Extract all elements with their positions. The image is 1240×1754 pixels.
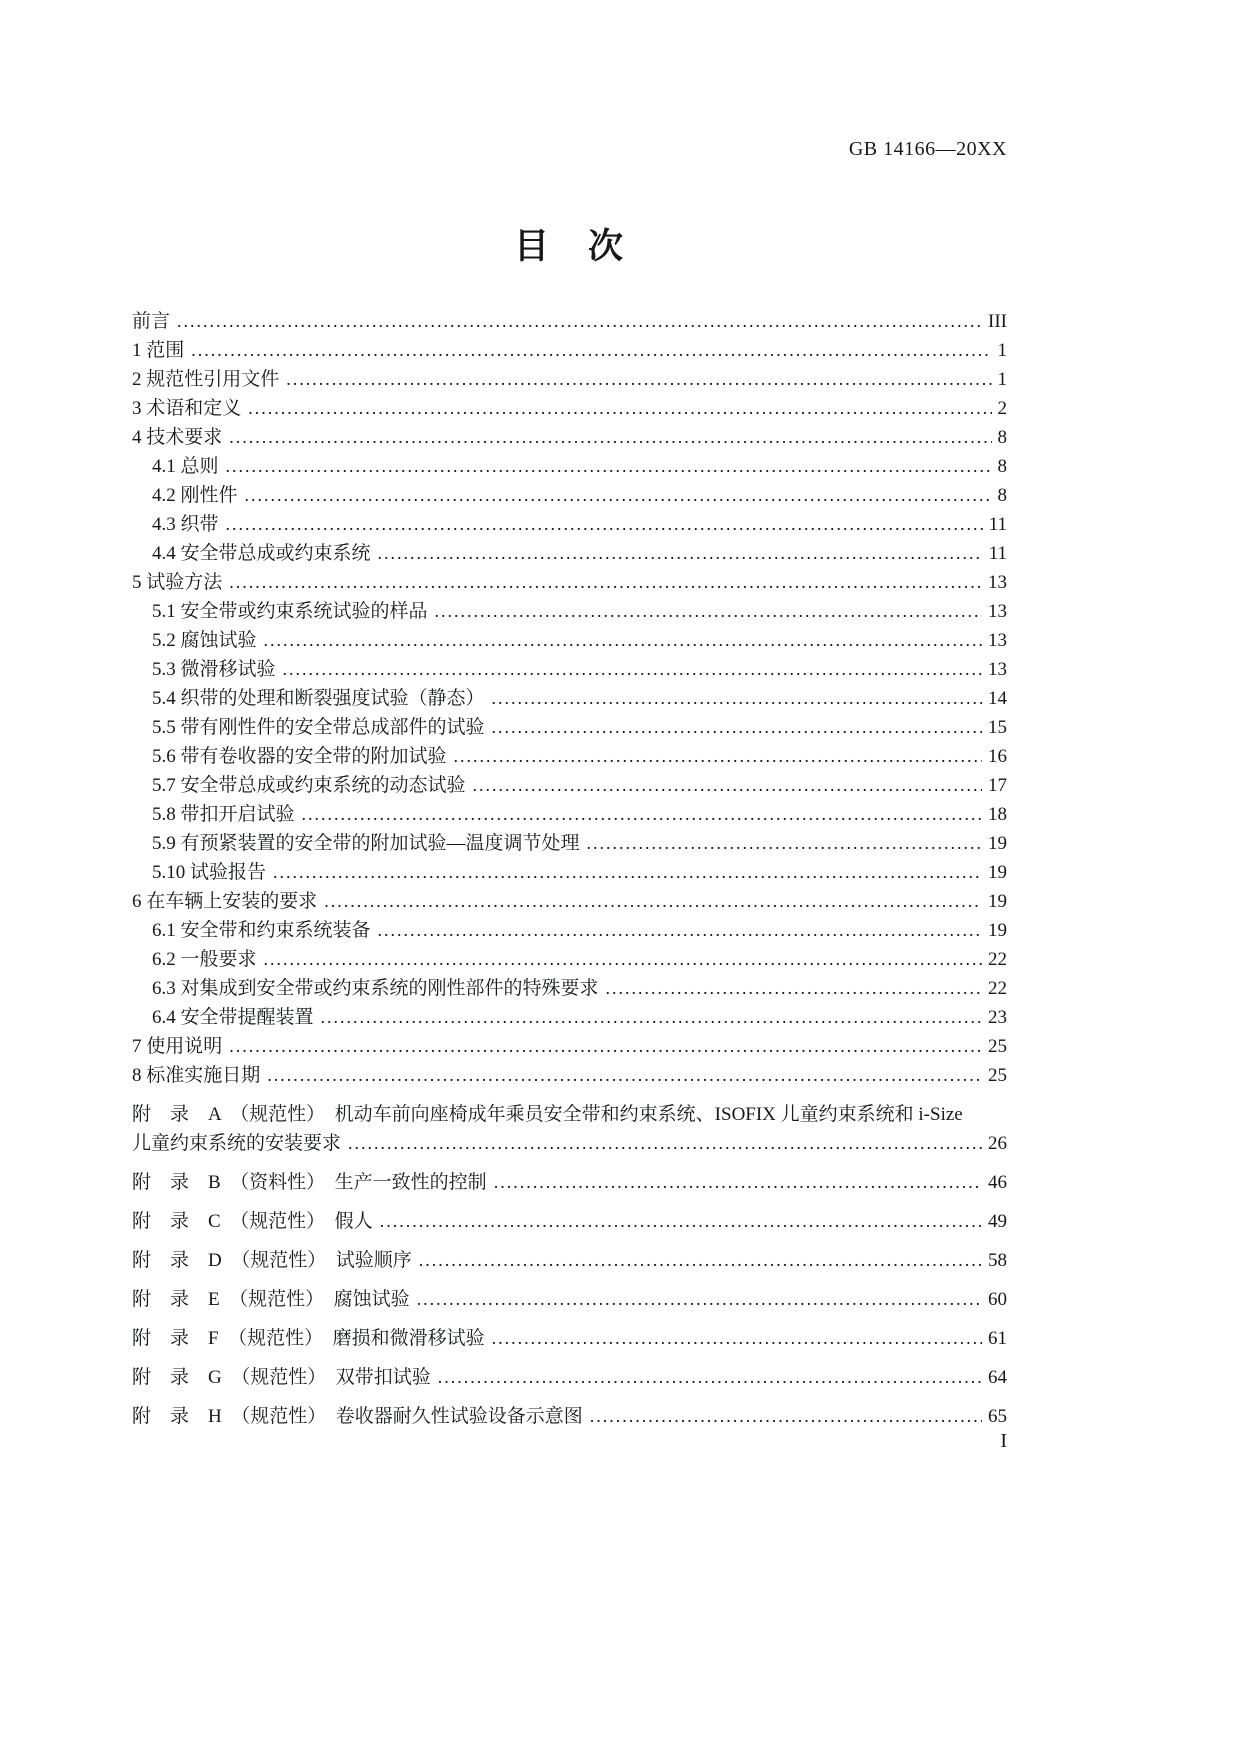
toc-entry [132, 858, 1007, 887]
toc-entry-label: 5.9 有预紧装置的安全带的附加试验—温度调节处理 [152, 833, 580, 854]
toc-entry-page: 65 [988, 1406, 1007, 1427]
toc-entry-row [152, 626, 1007, 655]
toc-entry-page: 46 [988, 1172, 1007, 1193]
toc-dot-leader [435, 597, 982, 626]
toc-entry-page: 8 [997, 427, 1007, 448]
toc-entry-label: 4.1 总则 [152, 456, 219, 477]
toc-entry-page: 17 [988, 775, 1007, 796]
toc-entry-label: 5.10 试验报告 [152, 862, 267, 883]
toc-dot-leader [264, 626, 982, 655]
toc-entry-label: 2 规范性引用文件 [132, 369, 280, 390]
footer-page-number: I [1000, 1430, 1007, 1452]
toc-entry [132, 336, 1007, 365]
toc-entry-page: 13 [988, 630, 1007, 651]
toc-dot-leader [283, 655, 982, 684]
toc-dot-leader [590, 1402, 982, 1431]
toc-entry [132, 887, 1007, 916]
toc-entry-label: 附 录 G （规范性） 双带扣试验 [132, 1367, 431, 1388]
toc-dot-leader [229, 423, 991, 452]
toc-entry-row [132, 1061, 1007, 1090]
toc-entry-row [132, 1285, 1007, 1314]
toc-dot-leader [321, 1003, 982, 1032]
page-content [132, 0, 1007, 1431]
toc-entry [132, 1324, 1007, 1353]
toc-entry-row [132, 423, 1007, 452]
toc-entry [132, 713, 1007, 742]
toc-entry-row [132, 307, 1007, 336]
toc-entry [132, 655, 1007, 684]
toc-entry-label: 6 在车辆上安装的要求 [132, 891, 318, 912]
toc-entry-page: 64 [988, 1367, 1007, 1388]
toc-entry-page: 11 [988, 514, 1007, 535]
toc-entry-label: 6.1 安全带和约束系统装备 [152, 920, 371, 941]
toc-entry-label: 5.7 安全带总成或约束系统的动态试验 [152, 775, 466, 796]
toc-entry-row [132, 1207, 1007, 1236]
toc-dot-leader [494, 1168, 982, 1197]
toc-entry-page: 26 [988, 1133, 1007, 1154]
toc-entry-row [132, 365, 1007, 394]
toc-dot-leader [229, 1032, 982, 1061]
toc-entry [132, 510, 1007, 539]
toc-entry-row [152, 1003, 1007, 1032]
toc-entry-label: 4.4 安全带总成或约束系统 [152, 543, 371, 564]
toc-entry-label: 儿童约束系统的安装要求 [132, 1133, 342, 1154]
toc-entry-label: 5.3 微滑移试验 [152, 659, 276, 680]
toc-entry-page: 11 [988, 543, 1007, 564]
toc-entry-page: 15 [988, 717, 1007, 738]
page-title: 目 次 [513, 227, 625, 266]
toc-entry-page: 14 [988, 688, 1007, 709]
toc-entry [132, 1402, 1007, 1431]
toc-entry [132, 452, 1007, 481]
toc-entry-row [152, 800, 1007, 829]
toc-dot-leader [378, 916, 982, 945]
toc-entry-label: 5.5 带有刚性件的安全带总成部件的试验 [152, 717, 485, 738]
toc-entry-page: 58 [988, 1250, 1007, 1271]
toc-entry-row [152, 974, 1007, 1003]
toc-entry-label: 附 录 B （资料性） 生产一致性的控制 [132, 1172, 487, 1193]
toc-entry-label: 8 标准实施日期 [132, 1065, 261, 1086]
toc-entry-row [152, 858, 1007, 887]
toc-entry [132, 1003, 1007, 1032]
toc-entry [132, 568, 1007, 597]
toc-dot-leader [177, 307, 982, 336]
toc-dot-leader [226, 510, 983, 539]
toc-entry-page: 25 [988, 1065, 1007, 1086]
toc-entry-label: 附 录 C （规范性） 假人 [132, 1211, 373, 1232]
toc-entry-label: 1 范围 [132, 340, 185, 361]
toc-entry [132, 394, 1007, 423]
toc-dot-leader [191, 336, 991, 365]
toc-entry-row [132, 394, 1007, 423]
toc-entry-page: 18 [988, 804, 1007, 825]
toc-entry-page: 19 [988, 891, 1007, 912]
toc-entry-label: 3 术语和定义 [132, 398, 242, 419]
toc-entry [132, 800, 1007, 829]
toc-entry-page: 1 [997, 369, 1007, 390]
toc-dot-leader [473, 771, 982, 800]
toc-entry [132, 1363, 1007, 1392]
toc-entry [132, 307, 1007, 336]
toc-entry-page: 25 [988, 1036, 1007, 1057]
toc-entry-row [152, 945, 1007, 974]
doc-number: GB 14166—20XX [848, 138, 1007, 160]
toc-entry-row [132, 1402, 1007, 1431]
toc-entry [132, 945, 1007, 974]
toc-entry-row [132, 1246, 1007, 1275]
toc-entry [132, 597, 1007, 626]
toc-entry [132, 423, 1007, 452]
toc-dot-leader [348, 1129, 982, 1158]
toc-dot-leader [264, 945, 982, 974]
toc-entry-page: 1 [997, 340, 1007, 361]
toc-entry [132, 974, 1007, 1003]
toc-entry [132, 481, 1007, 510]
toc-entry-row [152, 510, 1007, 539]
toc-entry [132, 1168, 1007, 1197]
toc-dot-leader [606, 974, 982, 1003]
toc-entry-label: 4.3 织带 [152, 514, 219, 535]
toc-entry-page: 13 [988, 601, 1007, 622]
toc-dot-leader [245, 481, 992, 510]
toc-entry [132, 1285, 1007, 1314]
toc-dot-leader [492, 684, 982, 713]
toc-entry [132, 1100, 1007, 1158]
toc-dot-leader [454, 742, 982, 771]
toc-entry [132, 829, 1007, 858]
toc-entry-label: 5.1 安全带或约束系统试验的样品 [152, 601, 428, 622]
toc-dot-leader [438, 1363, 982, 1392]
toc-entry [132, 742, 1007, 771]
toc-entry-page: 13 [988, 659, 1007, 680]
toc-entry-label: 6.4 安全带提醒装置 [152, 1007, 314, 1028]
toc-entry-label: 附 录 E （规范性） 腐蚀试验 [132, 1289, 410, 1310]
toc-entry-label: 附 录 F （规范性） 磨损和微滑移试验 [132, 1328, 485, 1349]
toc-entry [132, 1207, 1007, 1236]
toc-entry [132, 626, 1007, 655]
toc-dot-leader [380, 1207, 982, 1236]
toc-entry-row [152, 742, 1007, 771]
toc-dot-leader [492, 1324, 982, 1353]
toc-entry-label: 5 试验方法 [132, 572, 223, 593]
toc-entry-row [152, 539, 1007, 568]
toc-dot-leader [226, 452, 992, 481]
toc-entry-page: 19 [988, 833, 1007, 854]
toc-entry-label: 6.3 对集成到安全带或约束系统的刚性部件的特殊要求 [152, 978, 599, 999]
toc-entry-line1: 附 录 A （规范性） 机动车前向座椅成年乘员安全带和约束系统、ISOFIX 儿童约束系统和 i-Size [132, 1104, 963, 1125]
toc-entry [132, 1246, 1007, 1275]
toc-entry [132, 1032, 1007, 1061]
toc-entry-row [152, 771, 1007, 800]
toc-entry-label: 前言 [132, 311, 171, 332]
toc-dot-leader [492, 713, 982, 742]
toc-dot-leader [587, 829, 982, 858]
toc-entry-label: 5.6 带有卷收器的安全带的附加试验 [152, 746, 447, 767]
toc-dot-leader [302, 800, 982, 829]
toc-entry-row [132, 1363, 1007, 1392]
toc-entry-page: 60 [988, 1289, 1007, 1310]
toc-entry [132, 771, 1007, 800]
toc-entry [132, 916, 1007, 945]
toc-entry-label: 5.2 腐蚀试验 [152, 630, 257, 651]
toc-entry-label: 7 使用说明 [132, 1036, 223, 1057]
toc-dot-leader [273, 858, 982, 887]
toc-entry-page: III [988, 311, 1007, 332]
toc-entry-row [152, 684, 1007, 713]
toc-entry-row [152, 916, 1007, 945]
toc-entry-label: 附 录 H （规范性） 卷收器耐久性试验设备示意图 [132, 1406, 583, 1427]
toc-dot-leader [324, 887, 982, 916]
toc-dot-leader [286, 365, 991, 394]
toc-entry-page: 61 [988, 1328, 1007, 1349]
toc-entry-label: 附 录 D （规范性） 试验顺序 [132, 1250, 412, 1271]
toc-entry-page: 19 [988, 920, 1007, 941]
toc-dot-leader [229, 568, 982, 597]
toc-entry-page: 16 [988, 746, 1007, 767]
toc-entry-label: 5.4 织带的处理和断裂强度试验（静态） [152, 688, 485, 709]
toc-entry-row [132, 1032, 1007, 1061]
toc-entry-page: 19 [988, 862, 1007, 883]
toc-entry-row [132, 887, 1007, 916]
toc-entry-page: 22 [988, 978, 1007, 999]
toc-entry [132, 684, 1007, 713]
toc-dot-leader [248, 394, 991, 423]
toc-entry-row [152, 713, 1007, 742]
toc-entry-page: 2 [997, 398, 1007, 419]
toc-entry-row [132, 568, 1007, 597]
toc-dot-leader [378, 539, 983, 568]
toc-entry [132, 365, 1007, 394]
toc-entry-row [132, 1129, 1007, 1158]
toc-entry-page: 13 [988, 572, 1007, 593]
toc-entry-row [152, 829, 1007, 858]
toc-entry-row [152, 655, 1007, 684]
toc-entry-page: 49 [988, 1211, 1007, 1232]
toc-entry-label: 4 技术要求 [132, 427, 223, 448]
toc-entry-row [132, 1168, 1007, 1197]
toc-entry-page: 22 [988, 949, 1007, 970]
toc-entry-row [152, 452, 1007, 481]
toc-entry-row [132, 1324, 1007, 1353]
toc-list [132, 307, 1007, 1431]
toc-entry-row [152, 597, 1007, 626]
toc-dot-leader [417, 1285, 982, 1314]
toc-entry-row [132, 336, 1007, 365]
toc-entry-label: 4.2 刚性件 [152, 485, 238, 506]
toc-entry-page: 23 [988, 1007, 1007, 1028]
toc-entry-row [152, 481, 1007, 510]
toc-entry [132, 539, 1007, 568]
toc-entry-page: 8 [997, 485, 1007, 506]
toc-dot-leader [267, 1061, 982, 1090]
toc-dot-leader [419, 1246, 982, 1275]
toc-entry-label: 5.8 带扣开启试验 [152, 804, 295, 825]
toc-entry-page: 8 [997, 456, 1007, 477]
toc-entry [132, 1061, 1007, 1090]
toc-entry-label: 6.2 一般要求 [152, 949, 257, 970]
